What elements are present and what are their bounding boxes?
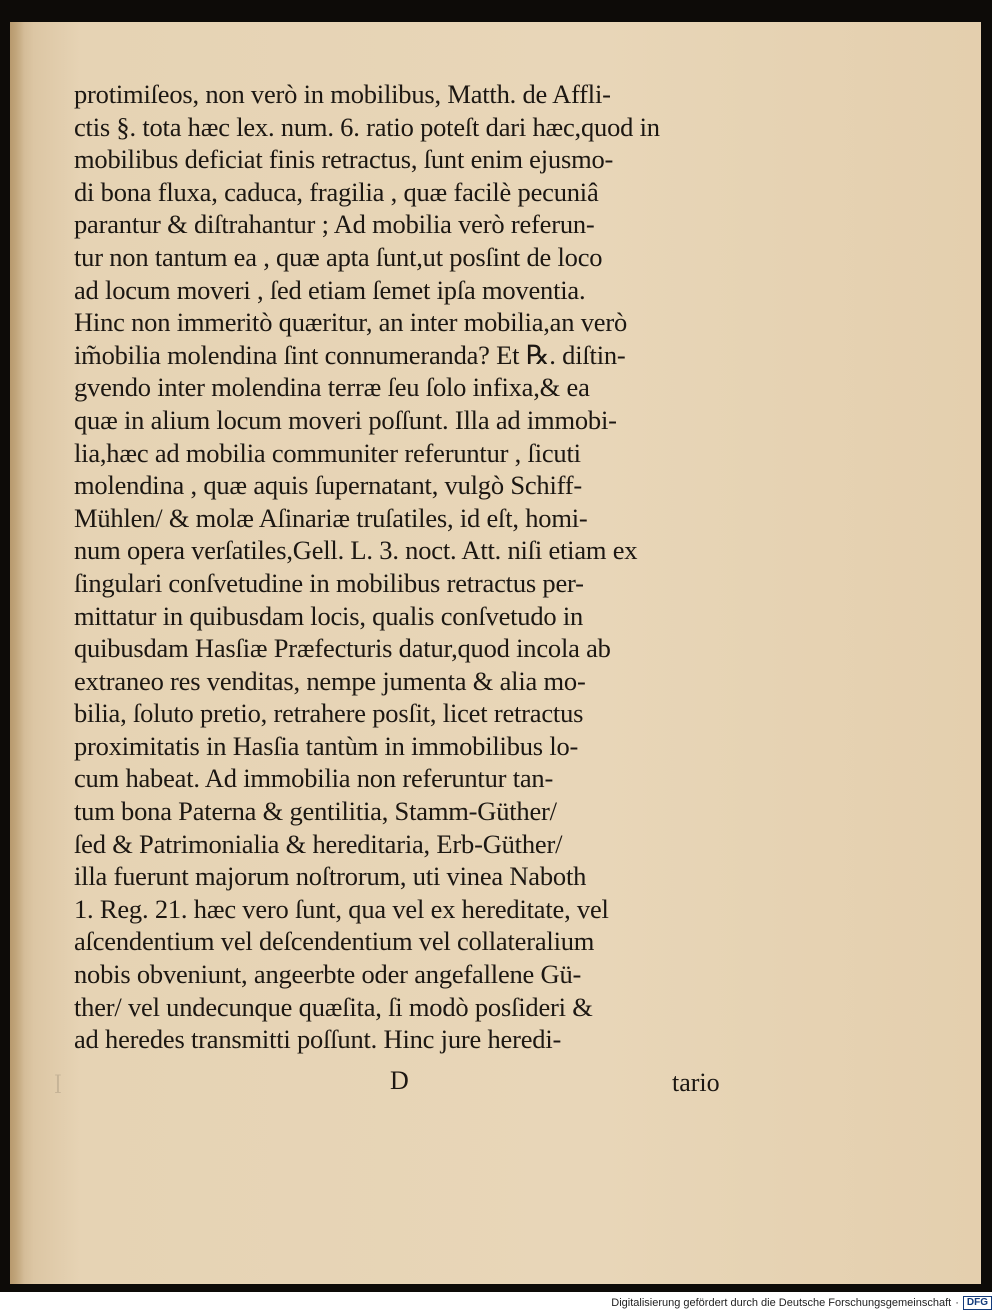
show-through-mark: ꟾ xyxy=(54,1076,62,1098)
text-line: tum bona Paterna & gentilitia, Stamm-Güther/ xyxy=(74,796,557,827)
footer-credit: Digitalisierung gefördert durch die Deutsche Forschungsgemeinschaft xyxy=(611,1297,952,1309)
text-line: illa fuerunt majorum noſtrorum, uti vinea Naboth xyxy=(74,861,587,892)
text-line: num opera verſatiles,Gell. L. 3. noct. Att. niſi etiam ex xyxy=(74,535,638,566)
catchword: tario xyxy=(672,1068,720,1097)
text-line: parantur & diſtrahantur ; Ad mobilia verò referun- xyxy=(74,209,595,240)
text-line: Mühlen/ & molæ Aſinariæ truſatiles, id eſt, homi- xyxy=(74,502,588,533)
text-line: lia,hæc ad mobilia communiter referuntur , ſicuti xyxy=(74,437,581,468)
text-line: mobilibus deficiat finis retractus, ſunt enim ejusmo- xyxy=(74,144,614,175)
text-line: ctis §. tota hæc lex. num. 6. ratio poteſt dari hæc,quod in xyxy=(74,111,660,142)
text-line: ad heredes transmitti poſſunt. Hinc jure heredi- xyxy=(74,1024,562,1055)
digitization-footer xyxy=(611,1296,992,1310)
page-text xyxy=(74,78,774,1056)
text-line: mittatur in quibusdam locis, qualis conſvetudo in xyxy=(74,600,584,631)
text-line: im̃obilia molendina ſint connumeranda? Et ℞. diſtin- xyxy=(74,339,626,370)
text-line: tur non tantum ea , quæ apta ſunt,ut posſint de loco xyxy=(74,241,603,272)
book-page xyxy=(10,22,981,1284)
dfg-logo: DFG xyxy=(963,1296,992,1310)
text-line: Hinc non immeritò quæritur, an inter mobilia,an verò xyxy=(74,307,628,338)
text-line: protimiſeos, non verò in mobilibus, Matth. de Affli- xyxy=(74,79,611,109)
text-line: ſingulari conſvetudine in mobilibus retractus per- xyxy=(74,567,584,598)
text-line: ther/ vel undecunque quæſita, ſi modò posſideri & xyxy=(74,991,593,1022)
text-line: aſcendentium vel deſcendentium vel collateralium xyxy=(74,926,595,957)
text-line: 1. Reg. 21. hæc vero ſunt, qua vel ex hereditate, vel xyxy=(74,893,609,924)
page-gutter-shade xyxy=(10,22,24,1284)
signature-mark: D xyxy=(390,1066,409,1095)
text-line: quæ in alium locum moveri poſſunt. Illa ad immobi- xyxy=(74,404,617,435)
footer-separator: · xyxy=(955,1297,959,1309)
text-line: molendina , quæ aquis ſupernatant, vulgò Schiff- xyxy=(74,470,583,501)
text-line: di bona fluxa, caduca, fragilia , quæ facilè pecuniâ xyxy=(74,176,599,207)
text-line: ad locum moveri , ſed etiam ſemet ipſa moventia. xyxy=(74,274,586,305)
text-line: gvendo inter molendina terræ ſeu ſolo infixa,& ea xyxy=(74,372,590,403)
text-line: proximitatis in Hasſia tantùm in immobilibus lo- xyxy=(74,730,579,761)
text-line: cum habeat. Ad immobilia non referuntur tan- xyxy=(74,763,554,794)
text-line: bilia, ſoluto pretio, retrahere posſit, licet retractus xyxy=(74,698,584,729)
text-line: quibusdam Hasſiæ Præfecturis datur,quod incola ab xyxy=(74,633,611,664)
text-line: nobis obveniunt, angeerbte oder angefallene Gü- xyxy=(74,959,582,990)
text-line: ſed & Patrimonialia & hereditaria, Erb-Güther/ xyxy=(74,828,563,859)
text-line: extraneo res venditas, nempe jumenta & alia mo- xyxy=(74,665,586,696)
